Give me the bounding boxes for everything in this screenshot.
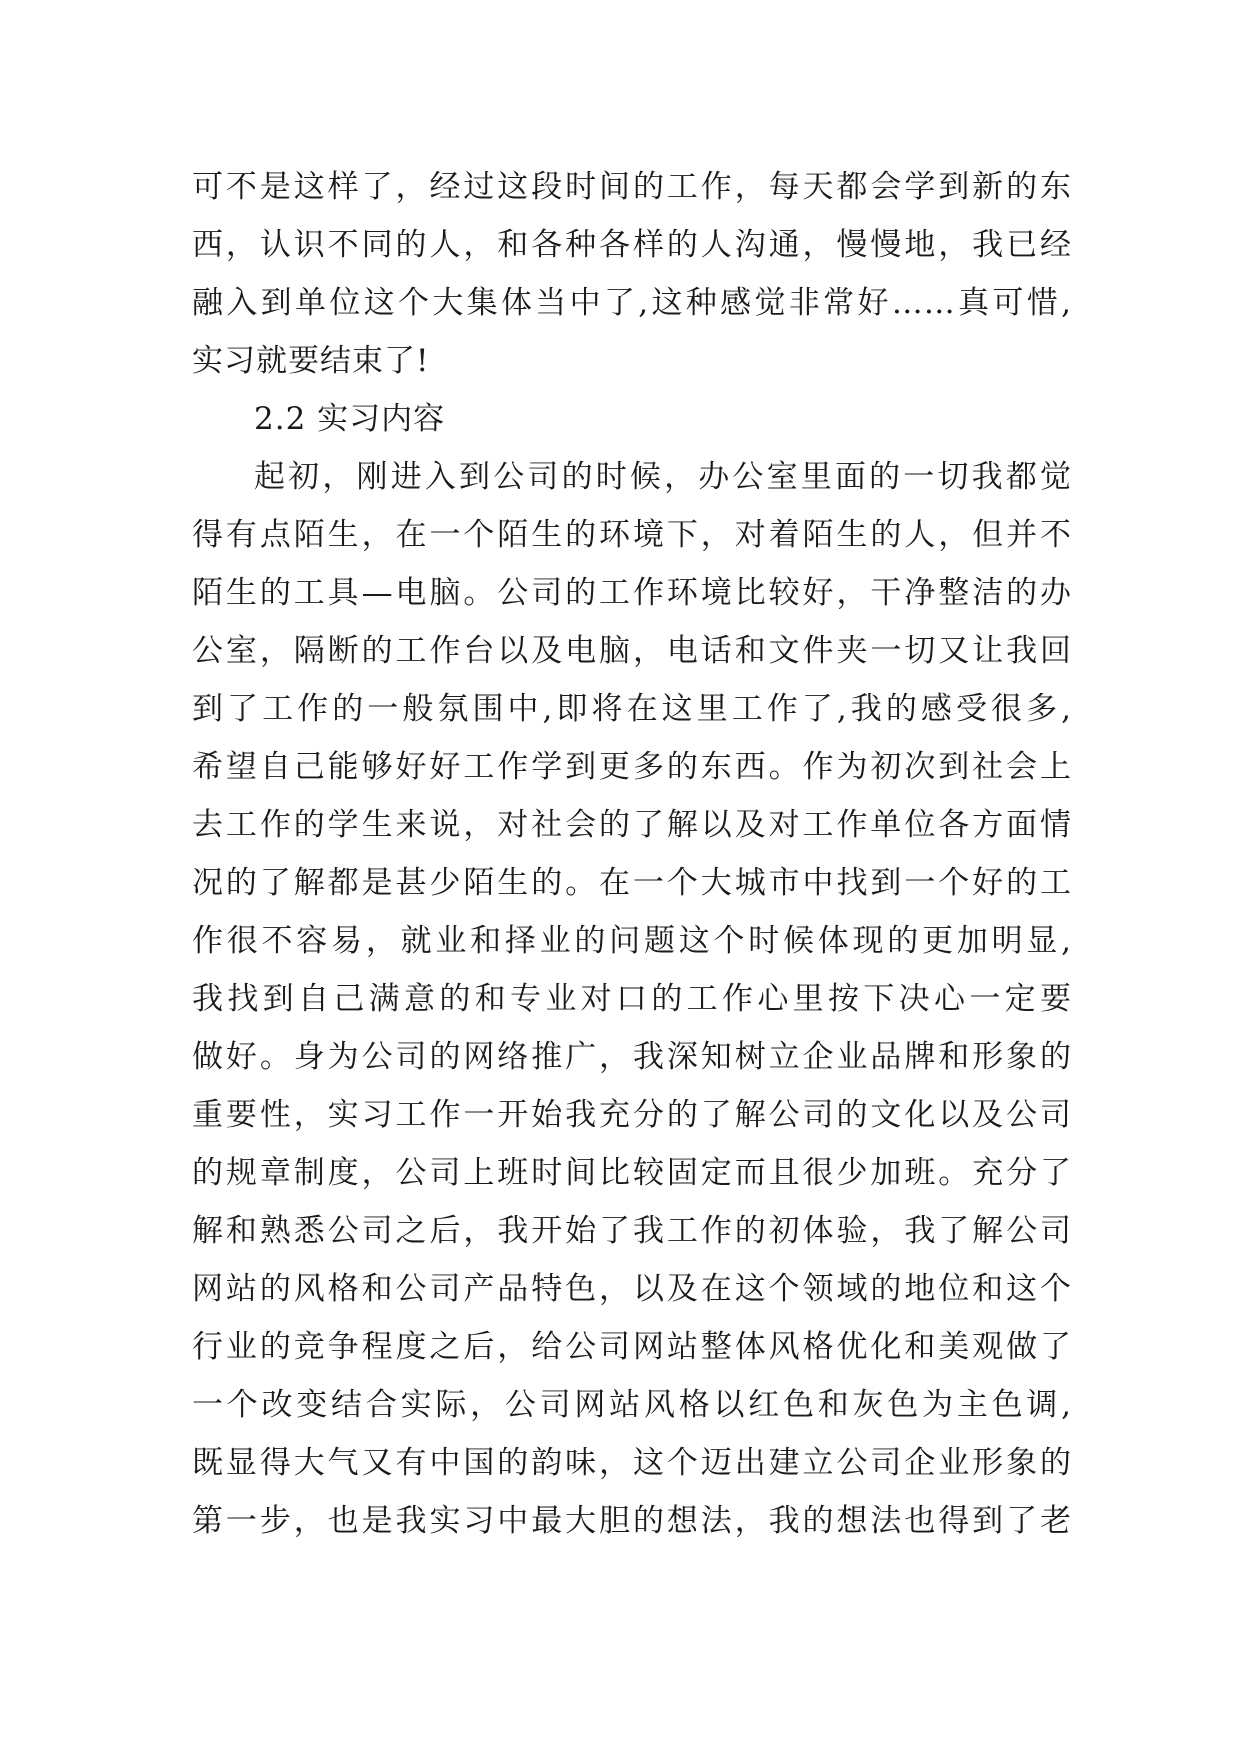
text-line: 既显得大气又有中国的韵味，这个迈出建立公司企业形象的 <box>192 1445 1072 1481</box>
text-line: 我找到自己满意的和专业对口的工作心里按下决心一定要 <box>192 981 1072 1017</box>
text-line: 起初，刚进入到公司的时候，办公室里面的一切我都觉 <box>254 459 1072 495</box>
text-line: 第一步，也是我实习中最大胆的想法，我的想法也得到了老 <box>192 1503 1072 1539</box>
text-line: 希望自己能够好好工作学到更多的东西。作为初次到社会上 <box>192 749 1072 785</box>
text-line: 网站的风格和公司产品特色，以及在这个领域的地位和这个 <box>192 1271 1072 1307</box>
text-line: 行业的竞争程度之后，给公司网站整体风格优化和美观做了 <box>192 1329 1072 1365</box>
text-line: 融入到单位这个大集体当中了,这种感觉非常好……真可惜, <box>192 285 1072 321</box>
text-line: 的规章制度，公司上班时间比较固定而且很少加班。充分了 <box>192 1155 1072 1191</box>
text-line: 做好。身为公司的网络推广，我深知树立企业品牌和形象的 <box>192 1039 1072 1075</box>
text-line: 作很不容易，就业和择业的问题这个时候体现的更加明显, <box>192 923 1072 959</box>
text-line: 到了工作的一般氛围中,即将在这里工作了,我的感受很多, <box>192 691 1072 727</box>
document-body <box>192 158 1072 1550</box>
text-line: 可不是这样了，经过这段时间的工作，每天都会学到新的东 <box>192 169 1072 205</box>
text-line: 重要性，实习工作一开始我充分的了解公司的文化以及公司 <box>192 1097 1072 1133</box>
text-line: 陌生的工具—电脑。公司的工作环境比较好，干净整洁的办 <box>192 575 1072 611</box>
text-line: 得有点陌生，在一个陌生的环境下，对着陌生的人，但并不 <box>192 517 1072 553</box>
text-line: 实习就要结束了! <box>192 343 430 379</box>
text-line: 公室，隔断的工作台以及电脑，电话和文件夹一切又让我回 <box>192 633 1072 669</box>
text-line: 去工作的学生来说，对社会的了解以及对工作单位各方面情 <box>192 807 1072 843</box>
text-line: 西，认识不同的人，和各种各样的人沟通，慢慢地，我已经 <box>192 227 1072 263</box>
text-line: 解和熟悉公司之后，我开始了我工作的初体验，我了解公司 <box>192 1213 1072 1249</box>
section-heading: 2.2 实习内容 <box>254 401 446 437</box>
text-line: 一个改变结合实际，公司网站风格以红色和灰色为主色调, <box>192 1387 1072 1423</box>
text-line: 况的了解都是甚少陌生的。在一个大城市中找到一个好的工 <box>192 865 1072 901</box>
